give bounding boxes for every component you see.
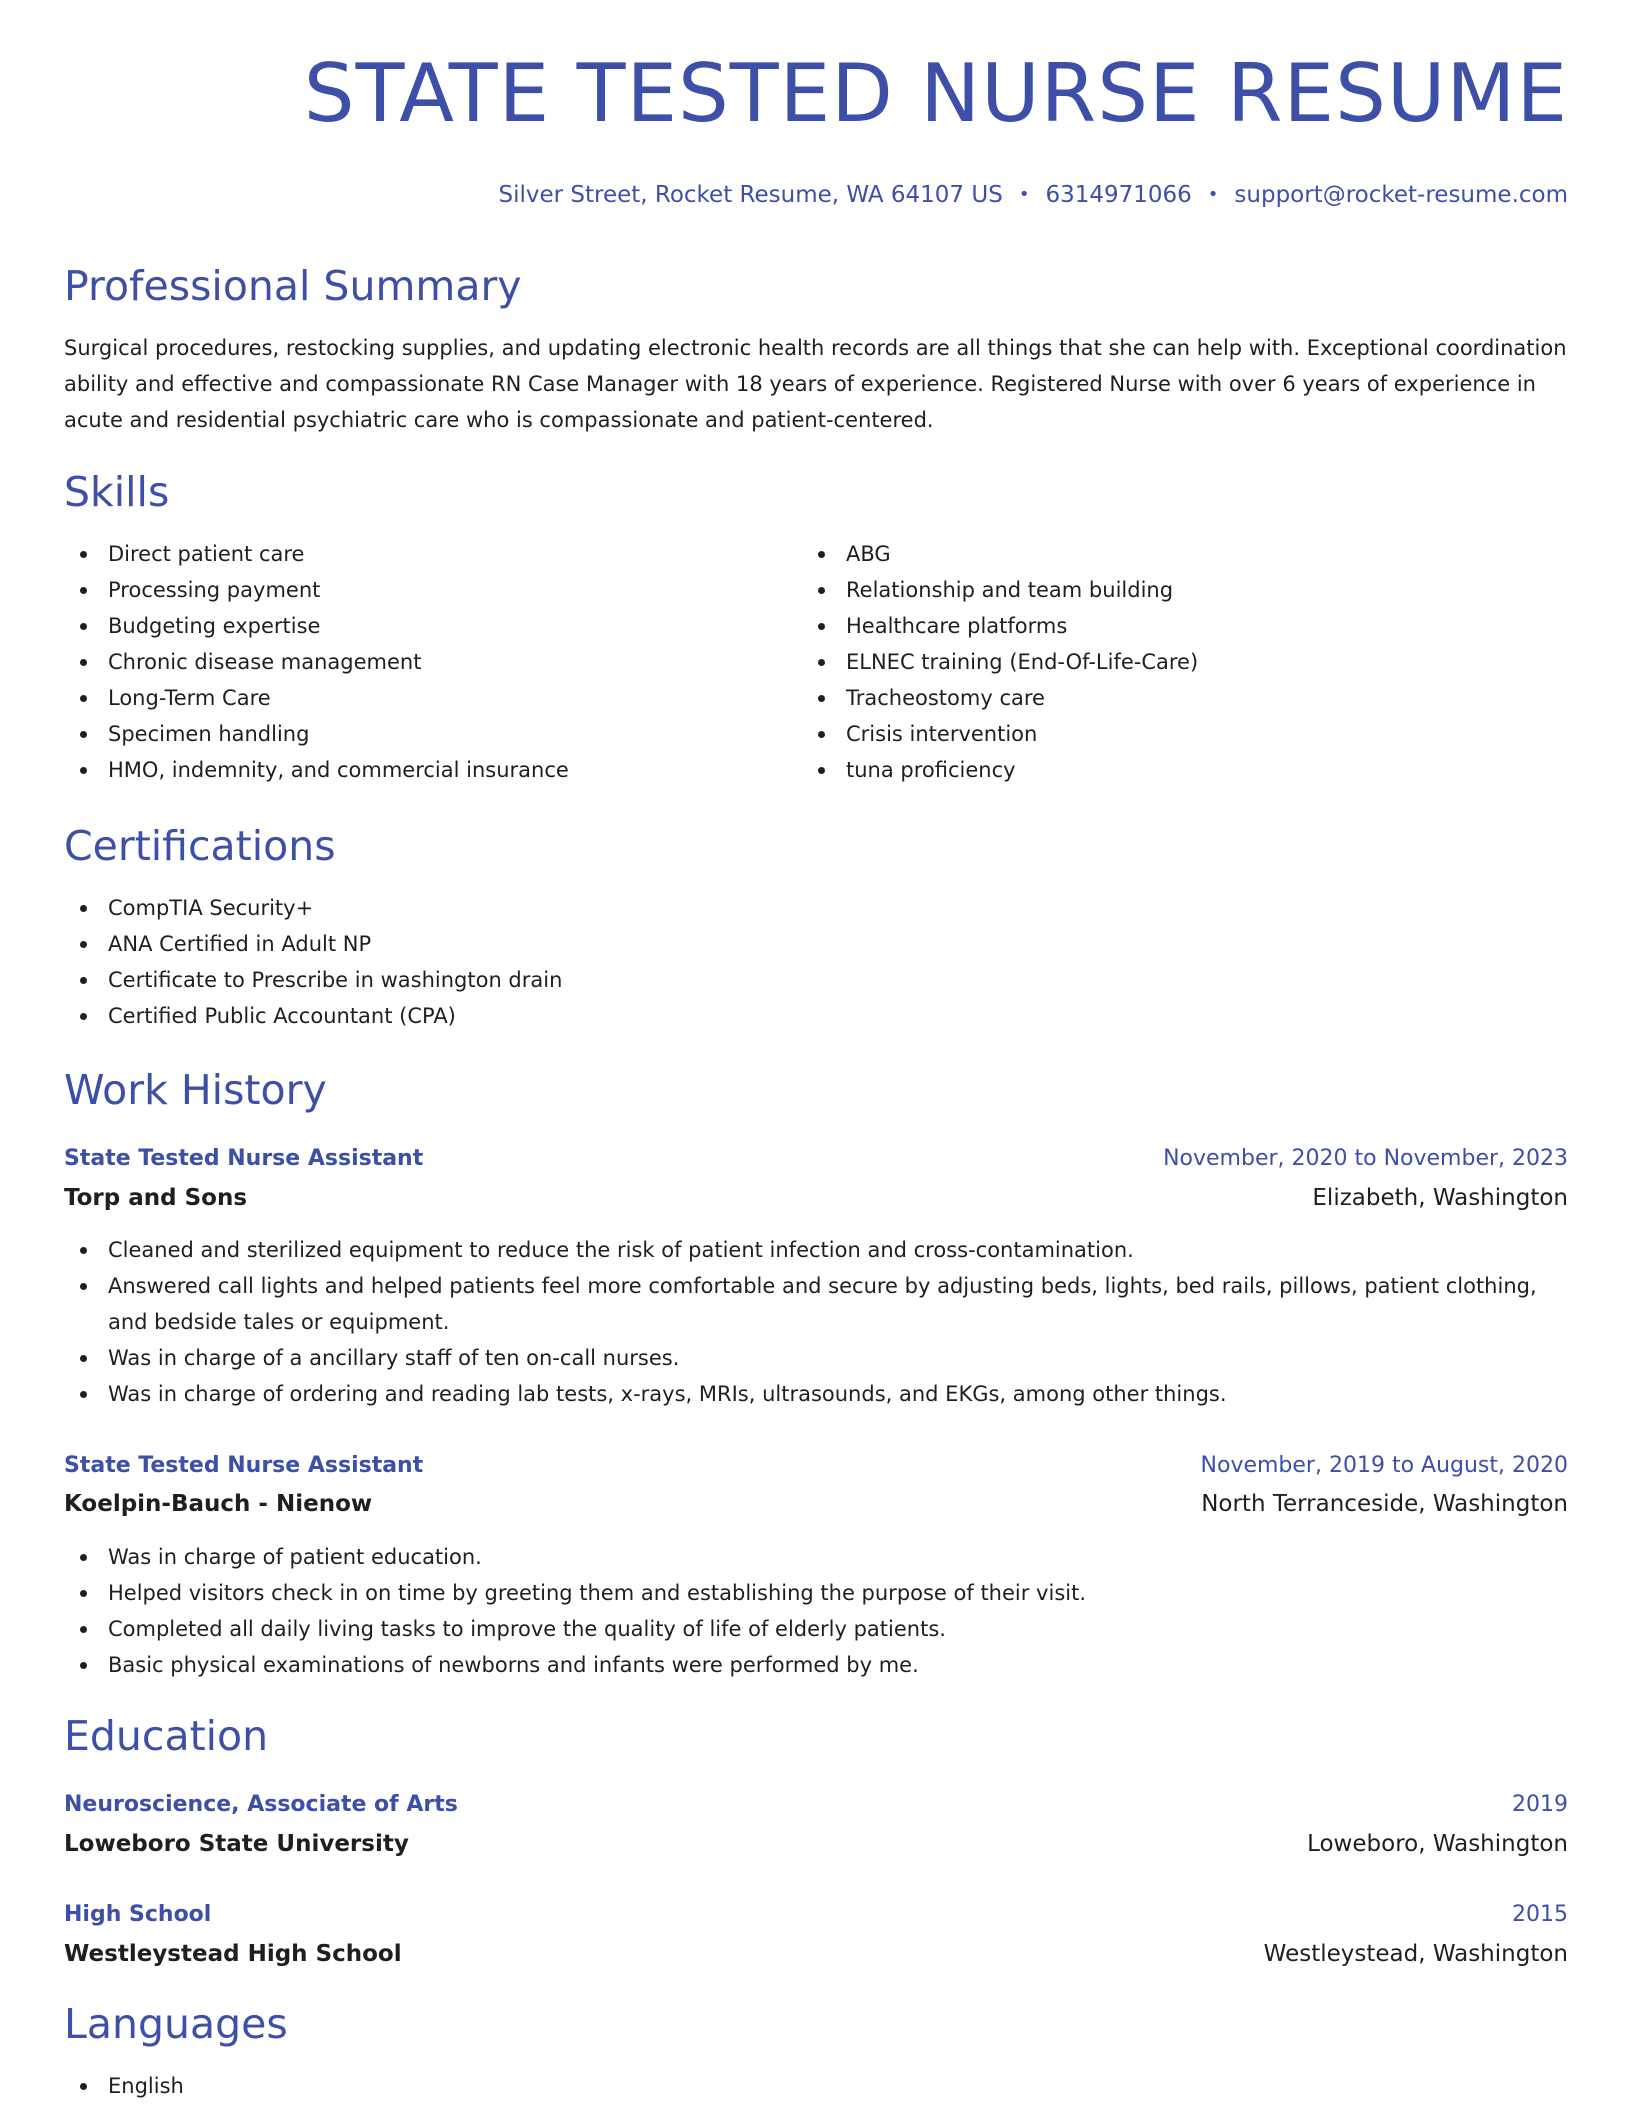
- skill-item: Chronic disease management: [64, 644, 569, 680]
- skill-item: Relationship and team building: [802, 572, 1198, 608]
- skill-item: Direct patient care: [64, 536, 569, 572]
- job-title: State Tested Nurse Assistant: [64, 1453, 424, 1478]
- job-duty-item: Basic physical examinations of newborns and infants were performed by me.: [64, 1647, 1568, 1683]
- languages-heading: Languages: [64, 2000, 288, 2048]
- certification-item: ANA Certified in Adult NP: [64, 926, 562, 962]
- skill-item: Budgeting expertise: [64, 608, 569, 644]
- certification-item: Certified Public Accountant (CPA): [64, 998, 562, 1034]
- job-location: Elizabeth, Washington: [1312, 1185, 1568, 1211]
- skill-item: Long-Term Care: [64, 680, 569, 716]
- skills-list-right: [802, 536, 1198, 788]
- skill-item: ELNEC training (End-Of-Life-Care): [802, 644, 1198, 680]
- language-item: English: [64, 2068, 184, 2104]
- job-location: North Terranceside, Washington: [1201, 1491, 1568, 1517]
- skills-list-left: [64, 536, 569, 788]
- skill-item: ABG: [802, 536, 1198, 572]
- job-dates: November, 2020 to November, 2023: [1163, 1146, 1568, 1171]
- job-duty-item: Was in charge of a ancillary staff of ten on-call nurses.: [64, 1340, 1568, 1376]
- certifications-list: [64, 890, 562, 1034]
- certifications-heading: Certifications: [64, 822, 336, 870]
- job-duties-list: [64, 1232, 1568, 1412]
- skill-item: tuna proficiency: [802, 752, 1198, 788]
- job-dates: November, 2019 to August, 2020: [1200, 1453, 1568, 1478]
- summary-text: Surgical procedures, restocking supplies, and updating electronic health records are all things that she can help with. Exceptional coordination ability and effective and compassionate RN Case Manager with 18 years of experience. Registered Nurse with over 6 years of experience in acute and residential psychiatric care who is compassionate and patient-centered.: [64, 336, 1567, 432]
- skills-heading: Skills: [64, 468, 170, 516]
- education-year: 2015: [1512, 1902, 1568, 1927]
- education-school-row: [64, 1939, 1568, 1969]
- education-degree: Neuroscience, Associate of Arts: [64, 1792, 458, 1817]
- skill-item: Healthcare platforms: [802, 608, 1198, 644]
- languages-list: [64, 2068, 184, 2104]
- job-company-row: [64, 1489, 1568, 1519]
- education-school: Loweboro State University: [64, 1831, 409, 1857]
- job-duty-item: Answered call lights and helped patients feel more comfortable and secure by adjusting beds, lights, bed rails, pillows, patient clothing, and bedside tales or equipment.: [64, 1268, 1568, 1340]
- education-degree-row: [64, 1900, 1568, 1930]
- skill-item: Processing payment: [64, 572, 569, 608]
- job-duty-item: Was in charge of ordering and reading lab tests, x-rays, MRIs, ultrasounds, and EKGs, among other things.: [64, 1376, 1568, 1412]
- education-degree: High School: [64, 1902, 212, 1927]
- education-heading: Education: [64, 1712, 269, 1760]
- education-location: Westleystead, Washington: [1263, 1941, 1568, 1967]
- skill-item: Crisis intervention: [802, 716, 1198, 752]
- phone-text: 6314971066: [1045, 182, 1192, 208]
- resume-title: STATE TESTED NURSE RESUME: [303, 47, 1568, 140]
- job-company: Torp and Sons: [64, 1185, 248, 1211]
- job-company: Koelpin-Bauch - Nienow: [64, 1491, 373, 1517]
- skill-item: HMO, indemnity, and commercial insurance: [64, 752, 569, 788]
- job-duty-item: Cleaned and sterilized equipment to reduce the risk of patient infection and cross-contamination.: [64, 1232, 1568, 1268]
- job-company-row: [64, 1183, 1568, 1213]
- education-school-row: [64, 1829, 1568, 1859]
- education-location: Loweboro, Washington: [1307, 1831, 1568, 1857]
- work-history-heading: Work History: [64, 1066, 327, 1114]
- summary-heading: Professional Summary: [64, 262, 522, 310]
- email-link[interactable]: support@rocket-resume.com: [1234, 182, 1568, 208]
- contact-separator: •: [1018, 184, 1030, 205]
- contact-line: [498, 182, 1568, 208]
- job-title: State Tested Nurse Assistant: [64, 1146, 424, 1171]
- skill-item: Tracheostomy care: [802, 680, 1198, 716]
- skill-item: Specimen handling: [64, 716, 569, 752]
- job-duty-item: Completed all daily living tasks to improve the quality of life of elderly patients.: [64, 1611, 1568, 1647]
- certification-item: CompTIA Security+: [64, 890, 562, 926]
- job-duty-item: Helped visitors check in on time by greeting them and establishing the purpose of their visit.: [64, 1575, 1568, 1611]
- education-school: Westleystead High School: [64, 1941, 402, 1967]
- job-duty-item: Was in charge of patient education.: [64, 1539, 1568, 1575]
- education-degree-row: [64, 1790, 1568, 1820]
- address-text: Silver Street, Rocket Resume, WA 64107 US: [498, 182, 1003, 208]
- job-duties-list: [64, 1539, 1568, 1683]
- job-title-row: [64, 1144, 1568, 1174]
- job-title-row: [64, 1451, 1568, 1481]
- contact-separator: •: [1207, 184, 1219, 205]
- certification-item: Certificate to Prescribe in washington drain: [64, 962, 562, 998]
- education-year: 2019: [1512, 1792, 1568, 1817]
